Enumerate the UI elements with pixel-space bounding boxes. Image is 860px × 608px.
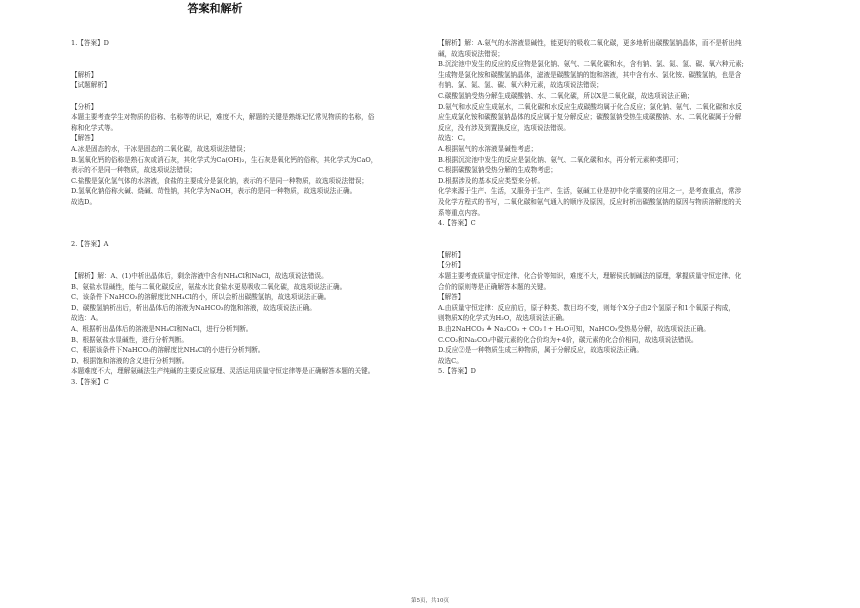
- text-line: 【解答】: [438, 293, 465, 302]
- text-line: 碱，故选项说法错误；: [438, 49, 504, 58]
- text-line: 4.【答案】C: [438, 219, 476, 228]
- text-line: B.沉淀池中发生的反应的反应物是氯化钠、氨气、二氧化碳和水，含有钠、氯、氮、氢、碳、氧六种元素;: [438, 60, 744, 69]
- text-line: B.由2NaHCO₃ ≜ Na₂CO₃ + CO₂↑+ H₂O可知，NaHCO₃受热易分解，故选项说法正确。: [438, 325, 710, 334]
- text-line: C.盐酸是氯化氢气体的水溶液，食盐的主要成分是氯化钠，表示的不是同一种物质，故选项说法错误；: [71, 176, 369, 185]
- text-line: 3.【答案】C: [71, 378, 109, 386]
- text-line: 称和化学式等。: [71, 123, 118, 132]
- text-line: 5.【答案】D: [438, 367, 476, 376]
- text-line: 应生成氯化铵和碳酸氢钠晶体的反应属于复分解反应；碳酸氢钠受热生成碳酸钠、水、二氧化碳属于分解: [438, 113, 742, 122]
- text-line: 有钠、氯、氮、氢、碳、氧六种元素，故选项说法错误；: [438, 81, 603, 90]
- text-line: [71, 229, 428, 240]
- text-line: 生成物是氯化铵和碳酸氢钠晶体，滤液是碳酸氢钠的饱和溶液，其中含有水、氯化铵、碳酸氢钠，也是含: [438, 70, 742, 79]
- text-line: 本题难度不大，理解氨碱法生产纯碱的主要反应原理、灵活运用质量守恒定律等是正确解答本题的关键。: [71, 367, 375, 376]
- text-line: 【试题解析】: [71, 81, 111, 90]
- text-line: D、根据饱和溶液的含义进行分析判断。: [71, 356, 189, 365]
- text-line: 反应，没有涉及到置换反应，选项说法错误。: [438, 123, 570, 132]
- text-line: 表示的不是同一种物质，故选项说法错误；: [71, 166, 197, 175]
- text-line: D.反应②是一种物质生成三种物质，属于分解反应，故选项说法正确。: [438, 346, 643, 355]
- text-line: 故选：C。: [438, 134, 470, 143]
- text-line: B.根据沉淀池中发生的反应是氯化钠、氨气、二氧化碳和水，再分析元素种类即可；: [438, 155, 683, 164]
- text-line: [71, 260, 428, 271]
- text-line: 【解析】解：A、(1)中析出晶体后，剩余溶液中含有NH₄Cl和NaCl，故选项说法错误。: [71, 272, 328, 281]
- page-title: 答案和解析: [187, 2, 243, 15]
- text-line: 【解析】: [71, 70, 98, 79]
- text-line: 故选：A。: [71, 314, 103, 323]
- text-line: 本题主要考查质量守恒定律、化合价等知识，难度不大，理解侯氏制碱法的原理，掌握质量守恒定律、化: [438, 272, 742, 281]
- text-line: B.氢氧化钙的俗称是熟石灰或消石灰，其化学式为Ca(OH)₂，生石灰是氧化钙的俗称，其化学式为CaO，: [71, 155, 378, 164]
- text-line: [438, 229, 792, 240]
- left-column: [71, 38, 428, 388]
- text-line: 【解析】: [438, 250, 465, 259]
- text-line: D.氨气和水反应生成氨水，二氧化碳和水反应生成碳酸均属于化合反应；氯化钠、氨气、二氧化碳和水反: [438, 102, 742, 111]
- text-line: 【解析】解：A.氨气的水溶液显碱性，能更好的吸收二氧化碳，更多地析出碳酸氢钠晶体，而不是析出纯: [438, 39, 742, 47]
- text-line: 2.【答案】A: [71, 240, 109, 249]
- text-line: 系等重点内容。: [438, 208, 485, 217]
- text-line: C.碳酸氢钠受热分解生成碳酸钠、水、二氧化碳，所以X是二氧化碳，故选项说法正确；: [438, 91, 694, 100]
- text-line: [71, 218, 428, 229]
- text-line: D.根据涉及的基本反应类型来分析。: [438, 176, 545, 185]
- text-line: 合价的原则等是正确解答本题的关键。: [438, 282, 551, 291]
- text-line: [71, 59, 428, 70]
- text-line: [438, 239, 792, 250]
- text-line: [71, 250, 428, 261]
- text-line: 故选D。: [71, 197, 97, 206]
- text-line: C、根据该条件下NaHCO₃的溶解度比NH₄Cl的小进行分析判断。: [71, 346, 265, 355]
- text-line: 本题主要考查学生对物质的俗称、名称等的识记，难度不大，解题的关键是熟练记忆常见物质的名称，俗: [71, 113, 375, 122]
- text-line: A.冰是固态的水，干冰是固态的二氧化碳，故选项说法错误；: [71, 144, 250, 153]
- text-line: 1.【答案】D: [71, 39, 109, 47]
- text-line: [71, 208, 428, 219]
- text-line: C、该条件下NaHCO₃的溶解度比NH₄Cl的小，所以会析出碳酸氢钠，故选项说法正确。: [71, 293, 331, 302]
- text-line: 则物质X的化学式为H₂O，故选项说法正确。: [438, 314, 569, 323]
- text-line: 及化学方程式的书写，二氧化碳和氨气通入的顺序及原因，反应时析出碳酸氢钠的原因与物质溶解度的关: [438, 197, 742, 206]
- text-line: 【分析】: [438, 261, 465, 270]
- text-line: 故选C。: [438, 356, 463, 365]
- text-line: [71, 49, 428, 60]
- right-column: [438, 38, 792, 377]
- text-line: [71, 91, 428, 102]
- text-line: C.CO₂和Na₂CO₃中碳元素的化合价均为+4价，碳元素的化合价相同，故选项说法错误。: [438, 335, 698, 344]
- text-line: A.根据氨气的水溶液显碱性考虑；: [438, 144, 538, 153]
- text-line: B、根据氨盐水显碱性，进行分析判断。: [71, 335, 188, 344]
- text-line: B、氨盐水显碱性，能与二氧化碳反应，氨盐水比食盐水更易吸收二氧化碳，故选项说法正确。: [71, 282, 347, 291]
- text-line: 【解答】: [71, 134, 98, 143]
- text-line: A.由质量守恒定律：反应前后，原子种类、数目均不变，则每个X分子由2个氢原子和1个氧原子构成，: [438, 303, 735, 312]
- page-footer: 第5页，共10页: [411, 598, 449, 604]
- text-line: A、根据析出晶体后的溶液是NH₄Cl和NaCl，进行分析判断。: [71, 325, 253, 334]
- text-line: D、碳酸氢钠析出后，析出晶体后的溶液为NaHCO₃的饱和溶液，故选项说法正确。: [71, 303, 316, 312]
- text-line: 【分析】: [71, 102, 98, 111]
- text-line: 化学来源于生产、生活，又服务于生产、生活，氨碱工业是初中化学重要的应用之一，是考查重点，常涉: [438, 187, 742, 196]
- text-line: C.根据碳酸氢钠受热分解的生成物考虑；: [438, 166, 557, 175]
- text-line: D.氢氧化钠俗称火碱、烧碱、苛性钠，其化学为NaOH，表示的是同一种物质，故选项说法正确。: [71, 187, 357, 196]
